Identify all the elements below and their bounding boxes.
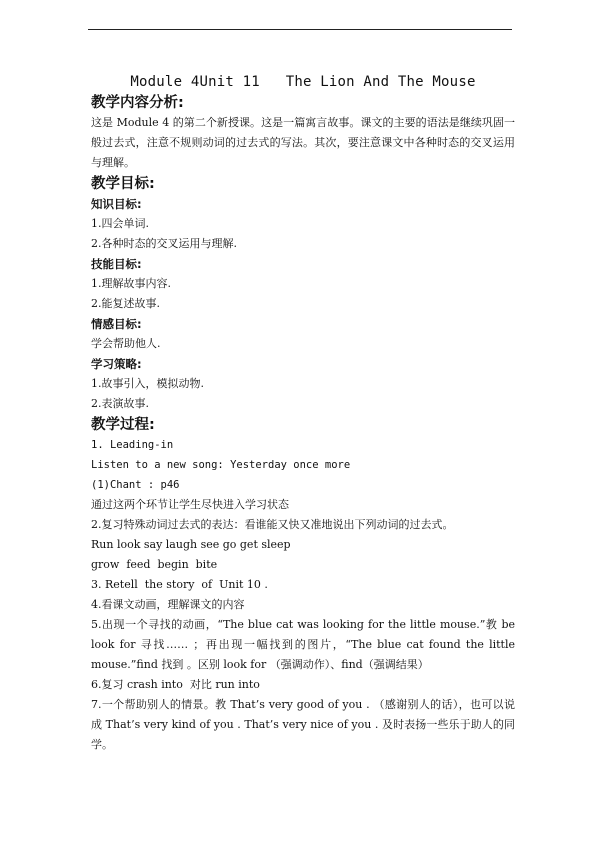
skills-item: 1.理解故事内容. [91, 277, 171, 290]
emotion-item: 学会帮助他人. [91, 337, 161, 350]
process-line: 通过这两个环节让学生尽快进入学习状态 [91, 498, 289, 511]
process-line: 6.复习 crash into 对比 run into [91, 678, 260, 691]
knowledge-item: 1.四会单词. [91, 217, 149, 230]
strategy-item: 2.表演故事. [91, 397, 149, 410]
document-body [91, 74, 519, 755]
strategy-label: 学习策略: [91, 357, 142, 371]
header-rule [88, 29, 512, 30]
analysis-text: 这是 Module 4 的第二个新授课。这是一篇寓言故事。课文的主要的语法是继续巩固一般过去式，注意不规则动词的过去式的写法。其次，要注意课文中各种时态的交叉运用与理解。 [91, 116, 515, 169]
process-line: 5.出现一个寻找的动画，“The blue cat was looking for the little mouse.”教 be look for 寻找…… ；再出现一幅找到的图片，“The blue cat found the little mouse.”find 找到 。区别 look for （强调动作）、find（强调结果） [91, 618, 519, 671]
skills-label: 技能目标: [91, 257, 142, 271]
strategy-item: 1.故事引入，模拟动物. [91, 377, 204, 390]
process-line: Run look say laugh see go get sleep [91, 538, 291, 551]
emotion-label: 情感目标: [91, 317, 142, 331]
skills-item: 2.能复述故事. [91, 297, 160, 310]
knowledge-item: 2.各种时态的交叉运用与理解. [91, 237, 237, 250]
knowledge-label: 知识目标: [91, 197, 142, 211]
process-heading: 教学过程: [91, 417, 155, 433]
process-line: (1)Chant : p46 [91, 479, 180, 491]
process-line: 7.一个帮助别人的情景。教 That’s very good of you . （感谢别人的话），也可以说成 That’s very kind of you . That’s very nice of you . 及时表扬一些乐于助人的同学。 [91, 698, 515, 751]
page-title: Module 4Unit 11 The Lion And The Mouse [130, 74, 476, 90]
process-line: 1. Leading-in [91, 439, 174, 451]
objectives-heading: 教学目标: [91, 176, 155, 192]
process-line: Listen to a new song: Yesterday once more [91, 459, 351, 471]
process-line: grow feed begin bite [91, 558, 218, 571]
process-line: 3. Retell the story of Unit 10 . [91, 578, 268, 591]
process-line: 2.复习特殊动词过去式的表达：看谁能又快又准地说出下列动词的过去式。 [91, 518, 454, 531]
analysis-heading: 教学内容分析: [91, 95, 184, 111]
process-line: 4.看课文动画，理解课文的内容 [91, 598, 245, 611]
